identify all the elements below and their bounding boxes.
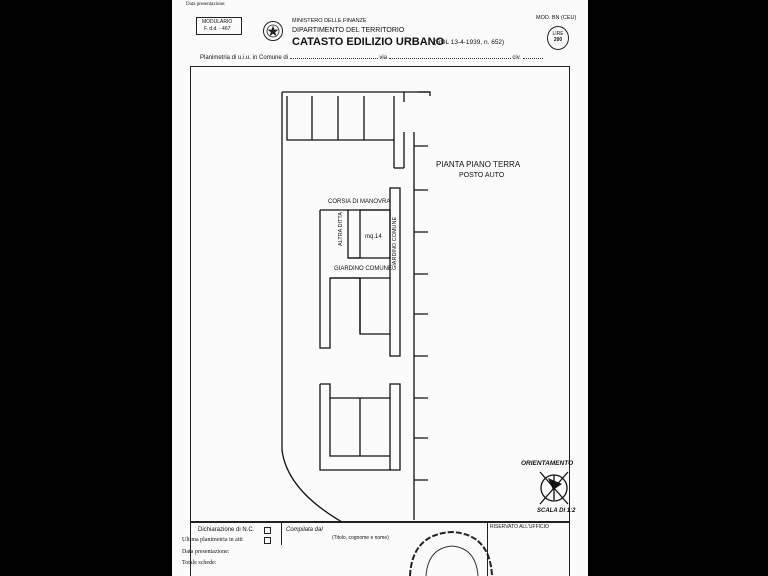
office-stamp-icon [400,526,500,576]
top-presentation-note: Data presentazione: [186,2,226,7]
road-edge [404,132,414,520]
garden-label-vertical: GIARDINO COMUNE [392,216,398,270]
compiled-by-label: Compilata dal [286,527,323,533]
left-boundary-wall [282,92,342,522]
modulario-code: F. d.d. - 467 [204,26,231,32]
plan-subtitle: POSTO AUTO [459,172,505,179]
orientation-label: ORIENTAMENTO [521,460,574,467]
plan-title: PIANTA PIANO TERRA [436,160,521,169]
ministry-line: MINISTERO DELLE FINANZE [292,18,367,24]
scale-label: SCALA DI 1:2 [537,508,576,514]
via-label: via [379,55,388,61]
signature-hint: (Titolo, cognome e nome) [332,535,389,541]
declaration-label: Dichiarazione di N.C. [198,527,255,533]
garden-strip [390,188,400,356]
planimetria-label: Planimetria di u.i.u. in Comune di [200,55,289,61]
declaration-checkbox[interactable] [264,527,271,534]
area-label: mq.14 [365,234,382,240]
last-plan-checkbox[interactable] [264,537,271,544]
corridor-label: CORSIA DI MANOVRA [328,199,391,205]
cadastral-form-sheet [172,0,588,576]
catasto-title: CATASTO EDILIZIO URBANO [292,36,445,48]
presentation-date-label: Data presentazione: [182,549,230,555]
model-code: MOD. BN (CEU) [536,15,577,21]
modulario-label: MODULARIO [202,19,233,25]
law-reference: (RDL 13-4-1939, n. 652) [434,39,505,46]
department-line: DIPARTIMENTO DEL TERRITORIO [292,27,405,34]
last-plan-label: Ultima planimetria in atti [182,537,243,543]
civ-label: civ. [512,55,521,61]
reserved-label: RISERVATO ALL'UFFICIO [490,524,549,530]
stamp-value: 200 [553,37,563,43]
stamp-label: LIRE [552,31,564,37]
floor-plan-drawing [172,0,588,576]
other-owner-label: ALTRA DITTA [338,211,344,246]
garden-label-horizontal: GIARDINO COMUNE [334,266,393,272]
total-sheets-label: Totale schede: [182,560,217,566]
